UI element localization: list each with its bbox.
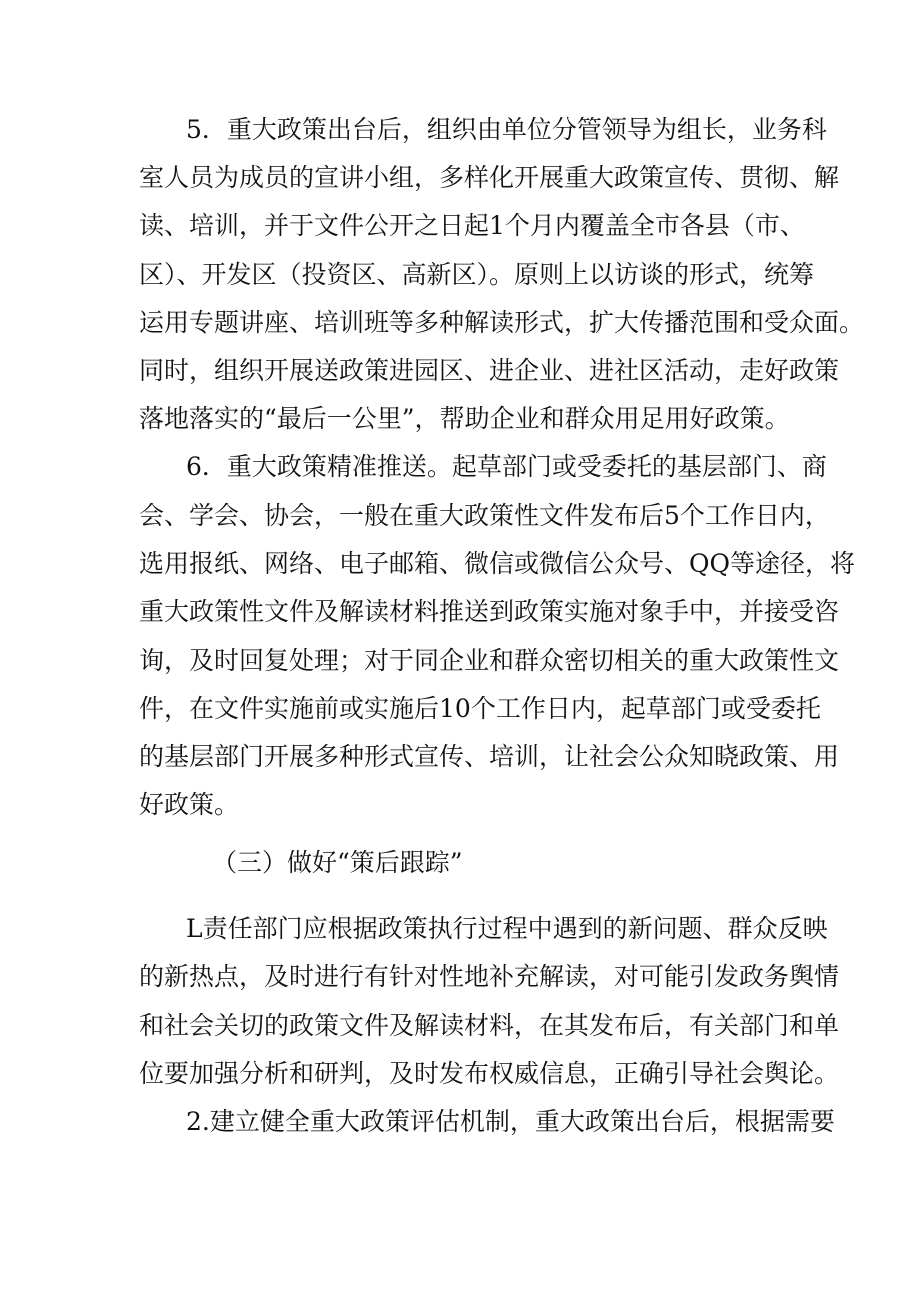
text-line: 的新热点，及时进行有针对性地补充解读，对可能引发政务舆情 bbox=[139, 962, 840, 991]
text-line: 同时，组织开展送政策进园区、进企业、进社区活动，走好政策 bbox=[139, 356, 840, 385]
text-line: 件，在文件实施前或实施后10个工作日内，起草部门或受委托 bbox=[139, 694, 821, 723]
text-line: 6．重大政策精准推送。起草部门或受委托的基层部门、商 bbox=[186, 452, 827, 481]
text-line: 和社会关切的政策文件及解读材料，在其发布后，有关部门和单 bbox=[139, 1011, 840, 1040]
text-line: L责任部门应根据政策执行过程中遇到的新问题、群众反映 bbox=[186, 914, 828, 943]
text-line: 的基层部门开展多种形式宣传、培训，让社会公众知晓政策、用 bbox=[139, 742, 840, 771]
text-line: 区）、开发区（投资区、高新区）。原则上以访谈的形式，统筹 bbox=[139, 260, 815, 289]
text-line: 选用报纸、网络、电子邮箱、微信或微信公众号、QQ等途径，将 bbox=[139, 549, 855, 578]
text-line: 运用专题讲座、培训班等多种解读形式，扩大传播范围和受众面。 bbox=[139, 308, 865, 337]
text-line: 重大政策性文件及解读材料推送到政策实施对象手中，并接受咨 bbox=[139, 597, 840, 626]
section-heading: （三）做好“策后跟踪” bbox=[212, 848, 463, 877]
text-line: 读、培训，并于文件公开之日起1个月内覆盖全市各县（市、 bbox=[139, 211, 805, 240]
text-line: 询，及时回复处理；对于同企业和群众密切相关的重大政策性文 bbox=[139, 646, 840, 675]
text-line: 室人员为成员的宣讲小组，多样化开展重大政策宣传、贯彻、解 bbox=[139, 163, 840, 192]
text-line: 2.建立健全重大政策评估机制，重大政策出台后，根据需要 bbox=[186, 1107, 835, 1136]
text-line: 5．重大政策出台后，组织由单位分管领导为组长，业务科 bbox=[186, 115, 827, 144]
text-line: 会、学会、协会，一般在重大政策性文件发布后5个工作日内， bbox=[139, 501, 830, 530]
text-line: 好政策。 bbox=[139, 790, 240, 819]
text-line: 落地落实的“最后一公里”，帮助企业和群众用足用好政策。 bbox=[139, 404, 790, 433]
text-line: 位要加强分析和研判，及时发布权威信息，正确引导社会舆论。 bbox=[139, 1059, 840, 1088]
